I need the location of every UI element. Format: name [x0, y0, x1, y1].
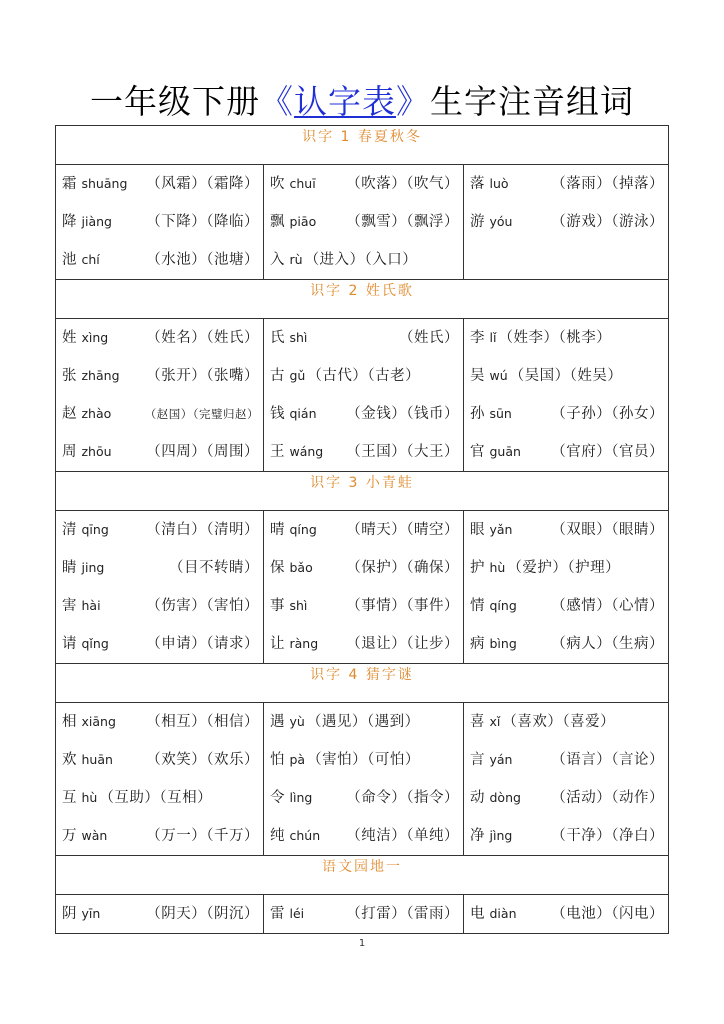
example-words: （保护）（确保）: [346, 560, 459, 576]
pinyin: qíng: [289, 522, 317, 537]
word-entry: [56, 895, 263, 933]
word-entry: [56, 357, 263, 395]
character: 纯: [270, 828, 285, 844]
character: 怕: [270, 752, 285, 768]
character: 飘: [270, 214, 285, 230]
example-words: （姓李）（桃李）: [498, 330, 612, 346]
column-cell: [264, 511, 464, 664]
pinyin: yù: [289, 714, 305, 729]
pinyin: diàn: [489, 906, 517, 921]
pinyin: xiāng: [81, 714, 116, 729]
word-entry: [464, 703, 668, 741]
section-header-row: [56, 126, 669, 165]
word-entry: [264, 741, 463, 779]
word-entry: [464, 203, 668, 241]
pinyin: zhào: [81, 406, 112, 421]
title-prefix: 一年级下册: [90, 82, 260, 122]
pinyin: qián: [289, 406, 317, 421]
character-table: [55, 125, 669, 934]
example-words: （退让）（让步）: [346, 636, 459, 652]
example-words: （姓氏）: [399, 330, 459, 346]
character: 周: [62, 444, 77, 460]
pinyin: xǐ: [489, 714, 501, 729]
column-cell: [56, 511, 264, 664]
word-entry: [56, 779, 263, 817]
pinyin: chún: [289, 828, 321, 843]
word-entry: [264, 703, 463, 741]
title-link[interactable]: [260, 82, 430, 121]
character: 相: [62, 714, 77, 730]
word-entry: [464, 165, 668, 203]
example-words: （万一）（千万）: [146, 828, 259, 844]
word-entry: [56, 511, 263, 549]
character: 眼: [470, 522, 485, 538]
character: 孙: [470, 406, 485, 422]
pinyin: qíng: [489, 598, 517, 613]
column-cell: [56, 165, 264, 280]
pinyin: shuāng: [81, 176, 128, 191]
example-words: （张开）（张嘴）: [146, 368, 259, 384]
pinyin: pà: [289, 752, 306, 767]
character: 病: [470, 636, 485, 652]
column-cell: [464, 319, 669, 472]
column-cell: [264, 703, 464, 856]
word-entry: [264, 817, 463, 855]
section-heading: 识字 4 猜字谜: [56, 664, 669, 703]
page-number: 1: [358, 938, 366, 949]
character: 入: [270, 252, 285, 268]
pinyin: wàn: [81, 828, 108, 843]
column-cell: [464, 895, 669, 934]
word-entry: [56, 433, 263, 471]
word-entry: [264, 549, 463, 587]
character: 情: [470, 598, 485, 614]
example-words: （四周）（周围）: [146, 444, 259, 460]
word-entry: [56, 587, 263, 625]
word-entry: [56, 241, 263, 279]
example-words: （下降）（降临）: [146, 214, 259, 230]
section-header-row: [56, 664, 669, 703]
word-entry: [464, 817, 668, 855]
pinyin: shì: [289, 598, 308, 613]
example-words: （清白）（清明）: [146, 522, 259, 538]
example-words: （伤害）（害怕）: [146, 598, 259, 614]
pinyin: guān: [489, 444, 521, 459]
pinyin: piāo: [289, 214, 317, 229]
example-words: （事情）（事件）: [346, 598, 459, 614]
example-words: （吹落）（吹气）: [346, 176, 459, 192]
word-entry: [464, 549, 668, 587]
example-words: （目不转睛）: [169, 560, 259, 576]
title-link-text[interactable]: 认字表: [294, 82, 396, 122]
word-entry: [56, 703, 263, 741]
character: 万: [62, 828, 77, 844]
section-heading: 语文园地一: [56, 856, 669, 895]
pinyin: wú: [489, 368, 508, 383]
pinyin: jìng: [489, 828, 513, 843]
character: 净: [470, 828, 485, 844]
word-entry: [264, 203, 463, 241]
character: 令: [270, 790, 285, 806]
pinyin: léi: [289, 906, 305, 921]
column-cell: [56, 895, 264, 934]
word-entry: [464, 779, 668, 817]
character: 互: [62, 790, 77, 806]
pinyin: hù: [489, 560, 506, 575]
section-header-row: [56, 472, 669, 511]
example-words: （电池）（闪电）: [551, 906, 665, 922]
word-entry: [264, 241, 463, 279]
example-words: （金钱）（钱币）: [346, 406, 459, 422]
pinyin: chí: [81, 252, 100, 267]
example-words: （命令）（指令）: [346, 790, 459, 806]
example-words: （遇见）（遇到）: [306, 714, 420, 730]
word-entry: [56, 817, 263, 855]
pinyin: huān: [81, 752, 113, 767]
character: 言: [470, 752, 485, 768]
pinyin: bǎo: [289, 560, 313, 575]
column-cell: [264, 319, 464, 472]
character: 落: [470, 176, 485, 192]
character: 古: [270, 368, 285, 384]
word-entry: [264, 779, 463, 817]
pinyin: ràng: [289, 636, 319, 651]
example-words: （纯洁）（单纯）: [346, 828, 459, 844]
word-entry: [464, 319, 668, 357]
word-entry: [56, 319, 263, 357]
example-words: （害怕）（可怕）: [307, 752, 420, 768]
title-bracket-open: 《: [260, 82, 294, 122]
word-entry: [264, 395, 463, 433]
example-words: （阴天）（阴沉）: [146, 906, 259, 922]
pinyin: xìng: [81, 330, 109, 345]
character: 睛: [62, 560, 77, 576]
word-entry: [464, 395, 668, 433]
example-words: （语言）（言论）: [551, 752, 665, 768]
word-entry: [264, 319, 463, 357]
word-entry: [56, 549, 263, 587]
character: 雷: [270, 906, 285, 922]
character: 事: [270, 598, 285, 614]
character: 欢: [62, 752, 77, 768]
example-words: （申请）（请求）: [146, 636, 259, 652]
character: 保: [270, 560, 285, 576]
word-entry: [264, 587, 463, 625]
example-words: （风霜）（霜降）: [146, 176, 259, 192]
pinyin: qīng: [81, 522, 109, 537]
example-words: （打雷）（雷雨）: [346, 906, 459, 922]
section-body-row: [56, 511, 669, 664]
word-entry: [464, 895, 668, 933]
example-words: （感情）（心情）: [551, 598, 665, 614]
word-entry: [56, 741, 263, 779]
word-entry: [264, 357, 463, 395]
pinyin: yīn: [81, 906, 101, 921]
section-body-row: [56, 703, 669, 856]
section-body-row: [56, 319, 669, 472]
word-entry: [464, 741, 668, 779]
pinyin: rù: [289, 252, 303, 267]
word-entry: [56, 395, 263, 433]
character: 阴: [62, 906, 77, 922]
pinyin: jing: [81, 560, 105, 575]
word-entry: [464, 357, 668, 395]
character: 游: [470, 214, 485, 230]
character: 护: [470, 560, 485, 576]
word-entry: [56, 165, 263, 203]
example-words: （古代）（古老）: [307, 368, 421, 384]
example-words: （王国）（大王）: [346, 444, 459, 460]
word-entry: [264, 433, 463, 471]
word-entry: [56, 203, 263, 241]
character: 姓: [62, 330, 77, 346]
word-entry: [56, 625, 263, 663]
column-cell: [264, 895, 464, 934]
column-cell: [56, 703, 264, 856]
pinyin: zhāng: [81, 368, 120, 383]
character: 氏: [270, 330, 285, 346]
pinyin: jiàng: [81, 214, 112, 229]
column-cell: [464, 703, 669, 856]
word-entry: [464, 587, 668, 625]
pinyin: qǐng: [81, 636, 109, 651]
pinyin: yóu: [489, 214, 513, 229]
character: 王: [270, 444, 285, 460]
pinyin: hài: [81, 598, 101, 613]
character: 请: [62, 636, 77, 652]
title-suffix: 生字注音组词: [430, 82, 634, 122]
character: 赵: [62, 406, 77, 422]
example-words: （双眼）（眼睛）: [551, 522, 665, 538]
section-heading: 识字 3 小青蛙: [56, 472, 669, 511]
pinyin: sūn: [489, 406, 512, 421]
example-words: （互助）（互相）: [99, 790, 213, 806]
example-words: （活动）（动作）: [551, 790, 665, 806]
column-cell: [56, 319, 264, 472]
section-heading: 识字 2 姓氏歌: [56, 280, 669, 319]
example-words: （落雨）（掉落）: [551, 176, 665, 192]
pinyin: dòng: [489, 790, 521, 805]
example-words: （官府）（官员）: [551, 444, 665, 460]
section-heading: 识字 1 春夏秋冬: [56, 126, 669, 165]
example-words: （姓名）（姓氏）: [146, 330, 259, 346]
character: 张: [62, 368, 77, 384]
pinyin: bìng: [489, 636, 517, 651]
word-entry: [464, 511, 668, 549]
example-words: （吴国）（姓吴）: [509, 368, 623, 384]
word-entry: [464, 433, 668, 471]
example-words: （病人）（生病）: [551, 636, 665, 652]
character: 钱: [270, 406, 285, 422]
section-header-row: [56, 280, 669, 319]
example-words: （爱护）（护理）: [507, 560, 621, 576]
column-cell: [464, 165, 669, 280]
example-words: （欢笑）（欢乐）: [146, 752, 259, 768]
pinyin: wáng: [289, 444, 324, 459]
pinyin: gǔ: [289, 368, 306, 383]
pinyin: zhōu: [81, 444, 112, 459]
example-words: （子孙）（孙女）: [551, 406, 665, 422]
character: 喜: [470, 714, 485, 730]
character: 霜: [62, 176, 77, 192]
character: 电: [470, 906, 485, 922]
pinyin: shì: [289, 330, 308, 345]
character: 晴: [270, 522, 285, 538]
character: 降: [62, 214, 77, 230]
character: 让: [270, 636, 285, 652]
character: 害: [62, 598, 77, 614]
pinyin: yán: [489, 752, 513, 767]
pinyin: yǎn: [489, 522, 513, 537]
example-words: （水池）（池塘）: [146, 252, 259, 268]
character: 吴: [470, 368, 485, 384]
column-cell: [264, 165, 464, 280]
pinyin: luò: [489, 176, 509, 191]
pinyin: lǐ: [489, 330, 497, 345]
section-body-row: [56, 895, 669, 934]
example-words: （飘雪）（飘浮）: [346, 214, 459, 230]
character: 动: [470, 790, 485, 806]
pinyin: lìng: [289, 790, 313, 805]
word-entry: [464, 625, 668, 663]
pinyin: chuī: [289, 176, 316, 191]
pinyin: hù: [81, 790, 98, 805]
word-entry: [264, 895, 463, 933]
example-words: （进入）（入口）: [304, 252, 418, 268]
character: 李: [470, 330, 485, 346]
example-words: （喜欢）（喜爱）: [502, 714, 616, 730]
example-words: （干净）（净白）: [551, 828, 665, 844]
character: 吹: [270, 176, 285, 192]
word-entry: [264, 165, 463, 203]
character: 池: [62, 252, 77, 268]
column-cell: [464, 511, 669, 664]
character: 遇: [270, 714, 285, 730]
example-words: （晴天）（晴空）: [346, 522, 459, 538]
word-entry: [264, 625, 463, 663]
character: 官: [470, 444, 485, 460]
section-body-row: [56, 165, 669, 280]
example-words: （游戏）（游泳）: [551, 214, 665, 230]
title-bracket-close: 》: [396, 82, 430, 122]
character: 清: [62, 522, 77, 538]
example-words: （赵国）（完璧归赵）: [144, 407, 259, 421]
word-entry: [264, 511, 463, 549]
section-header-row: [56, 856, 669, 895]
example-words: （相互）（相信）: [146, 714, 259, 730]
page-title: [0, 76, 724, 123]
